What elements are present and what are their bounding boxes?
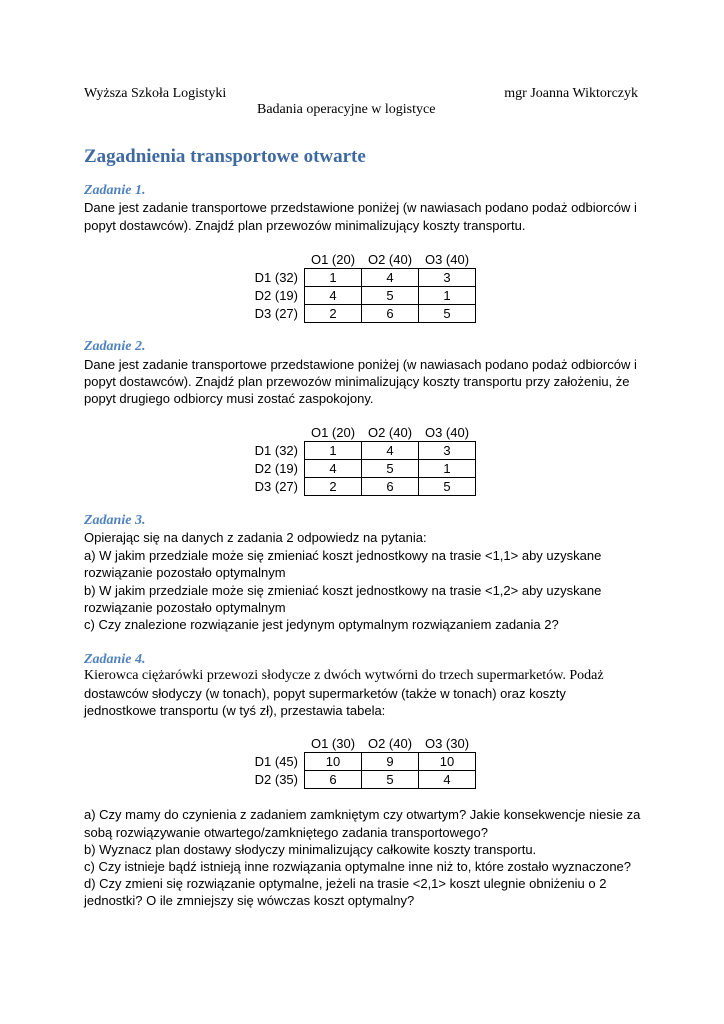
cost-cell: 2 [305, 305, 362, 323]
cost-cell: 9 [362, 753, 419, 771]
column-header: O3 (40) [424, 252, 470, 267]
task1-text-line: popyt dostawców). Znajdź plan przewozów minimalizujący koszty transportu. [84, 218, 526, 233]
column-header: O1 (30) [310, 736, 356, 751]
cost-cell: 5 [362, 771, 419, 789]
task4-intro: Kierowca ciężarówki przewozi słodycze z dwóch wytwórni do trzech supermarketów. Podaż [84, 668, 604, 683]
task2-cost-table [248, 424, 476, 496]
task4-text-line: dostawców słodyczy (w tonach), popyt supermarketów (także w tonach) oraz koszty [84, 686, 566, 701]
row-label: D1 (32) [254, 270, 298, 285]
task3-text-line: c) Czy znalezione rozwiązanie jest jedynym optymalnym rozwiązaniem zadania 2? [84, 617, 559, 632]
task4-question: sobą rozwiązywanie otwartego/zamkniętego zadania transportowego? [84, 825, 488, 840]
task3-text-line: rozwiązanie pozostało optymalnym [84, 600, 286, 615]
column-header: O2 (40) [367, 736, 413, 751]
table-row [248, 442, 476, 460]
table-row [248, 269, 476, 287]
cost-cell: 5 [362, 460, 419, 478]
cost-cell: 3 [419, 269, 476, 287]
table-row [248, 771, 476, 789]
cost-cell: 10 [305, 753, 362, 771]
table-row [248, 305, 476, 323]
task4-heading: Zadanie 4. [84, 652, 146, 667]
table-row [248, 460, 476, 478]
header-course: Badania operacyjne w logistyce [257, 102, 436, 117]
cost-cell: 4 [305, 460, 362, 478]
column-header: O1 (20) [310, 425, 356, 440]
cost-cell: 4 [419, 771, 476, 789]
task4-question: jednostki? O ile zmniejszy się wówczas koszt optymalny? [84, 893, 415, 908]
task2-heading: Zadanie 2. [84, 339, 146, 354]
cost-cell: 1 [419, 460, 476, 478]
column-header: O2 (40) [367, 252, 413, 267]
cost-cell: 6 [362, 478, 419, 496]
row-label: D1 (32) [254, 443, 298, 458]
table-row [248, 753, 476, 771]
cost-cell: 6 [362, 305, 419, 323]
cost-cell: 4 [305, 287, 362, 305]
cost-cell: 3 [419, 442, 476, 460]
row-label: D1 (45) [254, 754, 298, 769]
column-header: O2 (40) [367, 425, 413, 440]
header-author: mgr Joanna Wiktorczyk [504, 86, 638, 101]
row-label: D2 (19) [254, 288, 298, 303]
cost-cell: 5 [419, 478, 476, 496]
task4-question: b) Wyznacz plan dostawy słodyczy minimalizujący całkowite koszty transportu. [84, 842, 537, 857]
task1-cost-table [248, 251, 476, 323]
row-label: D2 (35) [254, 772, 298, 787]
cost-cell: 1 [419, 287, 476, 305]
task4-question: d) Czy zmieni się rozwiązanie optymalne, jeżeli na trasie <2,1> koszt ulegnie obniżeniu o 2 [84, 876, 607, 891]
task2-text-line: popyt dostawców). Znajdź plan przewozów minimalizujący koszty transportu przy założeniu, że [84, 374, 630, 389]
task4-question: a) Czy mamy do czynienia z zadaniem zamkniętym czy otwartym? Jakie konsekwencje niesie za [84, 807, 641, 822]
task2-text-line: Dane jest zadanie transportowe przedstawione poniżej (w nawiasach podano podaż odbiorców i [84, 357, 637, 372]
header-school: Wyższa Szkoła Logistyki [84, 86, 227, 101]
task4-text-line: jednostkowe transportu (w tyś zł), przestawia tabela: [84, 703, 386, 718]
task1-heading: Zadanie 1. [84, 183, 146, 198]
task3-text-line: rozwiązanie pozostało optymalnym [84, 565, 286, 580]
page-title: Zagadnienia transportowe otwarte [84, 146, 366, 167]
cost-cell: 4 [362, 269, 419, 287]
table-row [248, 287, 476, 305]
cost-cell: 10 [419, 753, 476, 771]
task3-text-line: a) W jakim przedziale może się zmieniać koszt jednostkowy na trasie <1,1> aby uzyskane [84, 548, 602, 563]
cost-cell: 1 [305, 442, 362, 460]
task4-question: c) Czy istnieje bądź istnieją inne rozwiązania optymalne inne niż to, które zostało wyznaczone? [84, 859, 632, 874]
task3-heading: Zadanie 3. [84, 513, 146, 528]
column-header: O3 (30) [424, 736, 470, 751]
column-header: O3 (40) [424, 425, 470, 440]
cost-cell: 4 [362, 442, 419, 460]
row-label: D3 (27) [254, 306, 298, 321]
cost-cell: 1 [305, 269, 362, 287]
row-label: D2 (19) [254, 461, 298, 476]
cost-cell: 2 [305, 478, 362, 496]
cost-cell: 5 [419, 305, 476, 323]
row-label: D3 (27) [254, 479, 298, 494]
cost-cell: 6 [305, 771, 362, 789]
task2-text-line: popyt drugiego odbiorcy musi zostać zaspokojony. [84, 391, 374, 406]
column-header: O1 (20) [310, 252, 356, 267]
task1-text-line: Dane jest zadanie transportowe przedstawione poniżej (w nawiasach podano podaż odbiorców i [84, 200, 637, 215]
task4-cost-table [248, 735, 476, 789]
table-row [248, 478, 476, 496]
task3-text-line: Opierając się na danych z zadania 2 odpowiedz na pytania: [84, 530, 427, 545]
cost-cell: 5 [362, 287, 419, 305]
task3-text-line: b) W jakim przedziale może się zmieniać koszt jednostkowy na trasie <1,2> aby uzyskane [84, 583, 602, 598]
